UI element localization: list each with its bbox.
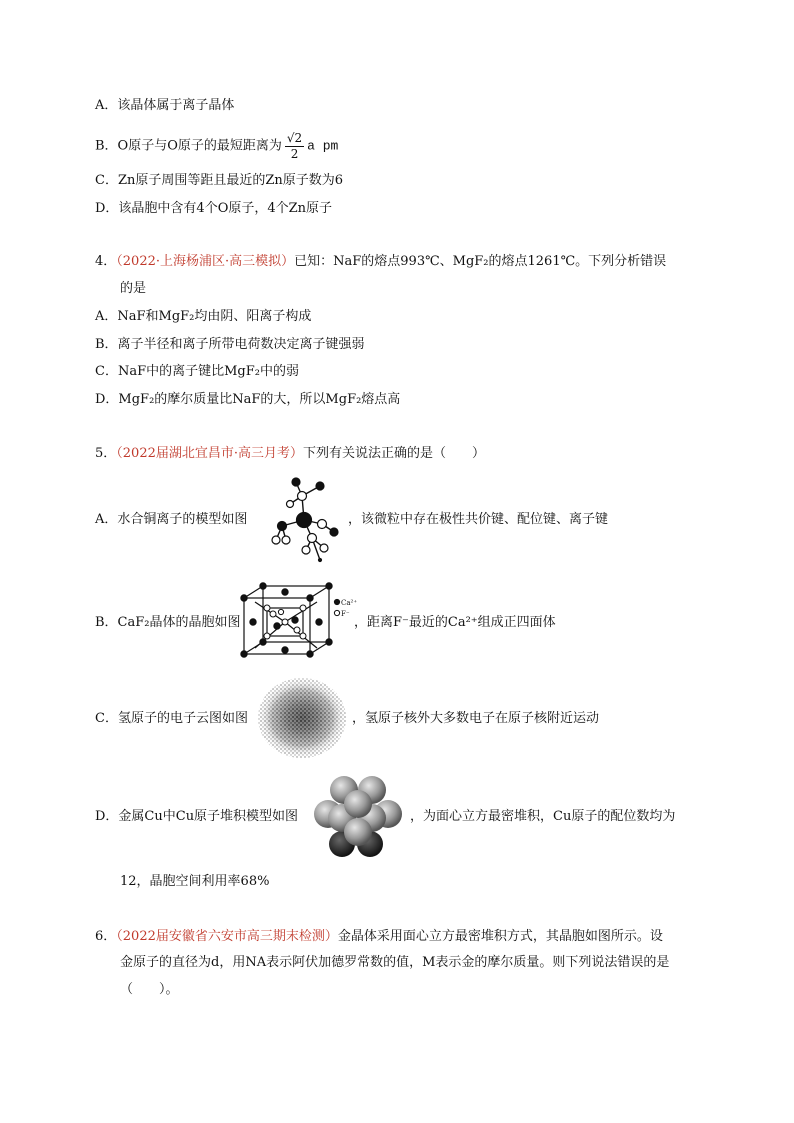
q6-stem-line3: （ ）。 <box>120 982 179 997</box>
cu-close-packing-model <box>312 774 404 860</box>
q3-option-b-unit: a pm <box>307 138 339 154</box>
q4-option-d: D．MgF₂的摩尔质量比NaF的大，所以MgF₂熔点高 <box>95 392 401 407</box>
q4-number: 4． <box>95 254 117 269</box>
q4-source-tag: （2022·上海杨浦区·高三模拟） <box>116 254 295 269</box>
q5-option-b-post: ，距离F⁻最近的Ca²⁺组成正四面体 <box>354 615 556 630</box>
q3-option-b-text: B．O原子与O原子的最短距离为 <box>95 138 282 154</box>
q5-option-c-pre: C．氢原子的电子云图如图 <box>95 711 248 726</box>
q5-number: 5． <box>95 446 117 461</box>
q4-stem-cont: 的是 <box>120 281 147 296</box>
q4-option-c: C．NaF中的离子键比MgF₂中的弱 <box>95 364 299 379</box>
q5-option-d-pre: D．金属Cu中Cu原子堆积模型如图 <box>95 809 299 824</box>
q5-source-tag: （2022届湖北宜昌市·高三月考） <box>116 446 303 461</box>
q3-option-d: D．该晶胞中含有4个O原子，4个Zn原子 <box>95 201 333 216</box>
q4-option-b: B．离子半径和离子所带电荷数决定离子键强弱 <box>95 337 365 352</box>
hydrated-copper-ion-model <box>262 476 348 562</box>
q3-fraction-num: √2 <box>286 131 303 145</box>
q5-stem-text: 下列有关说法正确的是（ ） <box>303 446 486 461</box>
q4-stem-text: 已知：NaF的熔点993℃、MgF₂的熔点1261℃。下列分析错误 <box>294 254 667 269</box>
q6-number: 6． <box>95 929 117 944</box>
q5-option-d-cont: 12，晶胞空间利用率68% <box>120 874 270 889</box>
legend-ca-label: Ca²⁺ <box>341 599 358 607</box>
legend-f-label: F⁻ <box>341 610 350 618</box>
q5-stem <box>95 445 485 463</box>
q5-option-d-post: ，为面心立方最密堆积，Cu原子的配位数均为 <box>410 809 676 824</box>
q6-stem-text: 金晶体采用面心立方最密堆积方式，其晶胞如图所示。设 <box>337 929 663 944</box>
q4-option-a: A．NaF和MgF₂均由阴、阳离子构成 <box>95 309 312 324</box>
q5-option-c-post: ，氢原子核外大多数电子在原子核附近运动 <box>352 711 600 726</box>
q5-option-a-pre: A．水合铜离子的模型如图 <box>95 512 248 527</box>
q3-option-b <box>95 131 338 161</box>
q5-option-b-pre: B．CaF₂晶体的晶胞如图 <box>95 615 241 630</box>
q4-stem <box>95 253 666 271</box>
q3-option-c: C．Zn原子周围等距且最近的Zn原子数为6 <box>95 173 344 188</box>
q3-option-a: A．该晶体属于离子晶体 <box>95 98 235 113</box>
q6-stem-line2: 金原子的直径为d，用NA表示阿伏加德罗常数的值，M表示金的摩尔质量。则下列说法错误的是 <box>120 955 670 970</box>
q5-option-a-post: ，该微粒中存在极性共价键、配位键、离子键 <box>348 512 609 527</box>
caf2-unit-cell-diagram <box>241 582 358 658</box>
q3-fraction-den: 2 <box>290 147 299 161</box>
hydrogen-electron-cloud-image <box>256 676 348 760</box>
q6-stem <box>95 928 663 946</box>
q6-source-tag: （2022届安徽省六安市高三期末检测） <box>116 929 338 944</box>
q3-fraction <box>285 131 304 161</box>
